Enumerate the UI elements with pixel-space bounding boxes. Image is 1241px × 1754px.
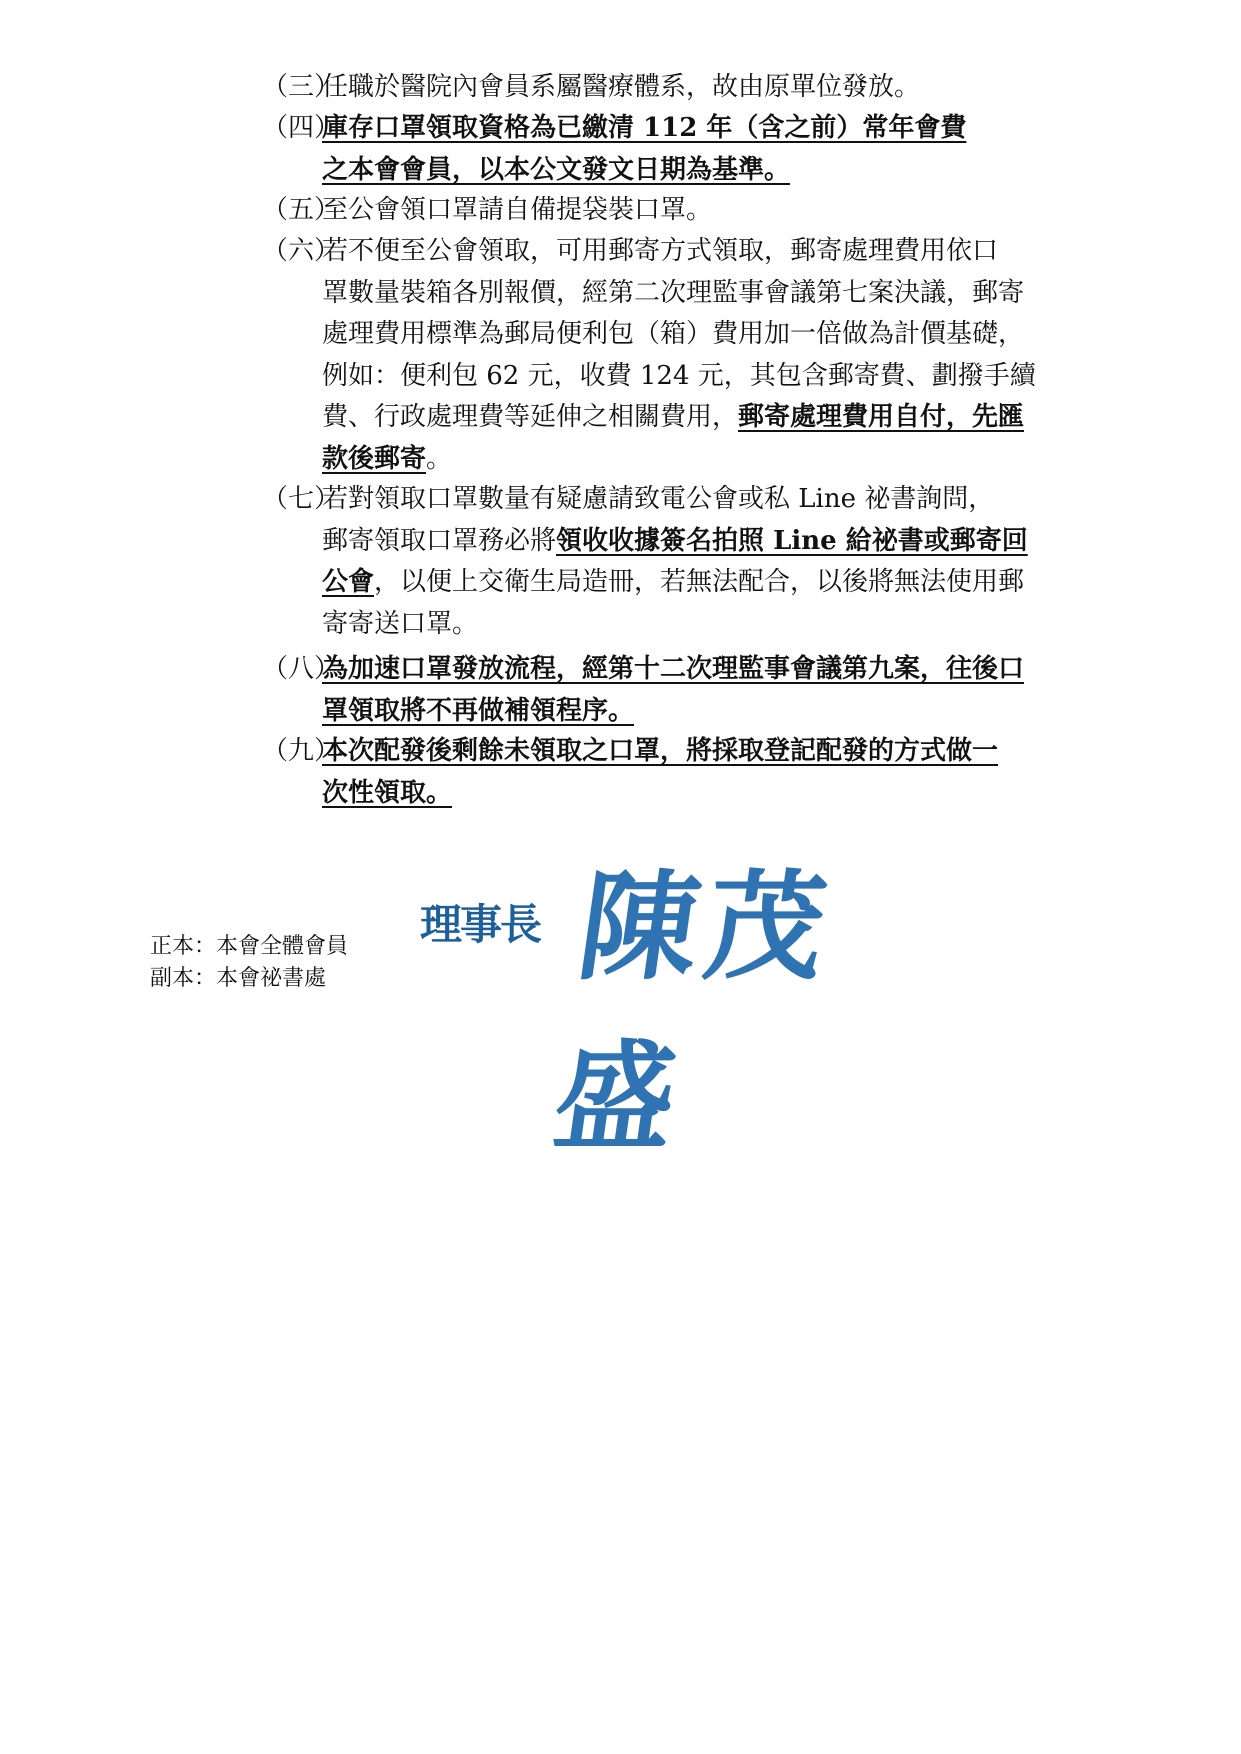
item-line — [322, 478, 994, 520]
emphasis-text: 領收收據簽名拍照 Line 給祕書或郵寄回 — [556, 525, 1028, 556]
emphasis-text: 款後郵寄 — [322, 443, 427, 474]
item-line — [322, 648, 1024, 690]
body-text: 費、行政處理費等延伸之相關費用， — [322, 402, 739, 432]
item-line — [322, 189, 712, 231]
signature-title: 理事長 — [420, 900, 541, 949]
item-line — [322, 730, 998, 772]
item-number: （五） — [262, 195, 341, 225]
item-line — [322, 438, 452, 480]
body-text: 處理費用標準為郵局便利包（箱）費用加一倍做為計價基礎， — [322, 319, 1025, 349]
item-line — [322, 772, 452, 814]
item-line — [322, 272, 1024, 314]
body-text: 若對領取口罩數量有疑慮請致電公會或私 Line 祕書詢問， — [322, 484, 995, 514]
body-text: 寄寄送口罩。 — [322, 608, 479, 639]
item-line — [322, 313, 1024, 355]
cc-primary: 正本：本會全體會員 — [150, 934, 349, 959]
item-number: （七） — [262, 484, 341, 514]
item-number: （三） — [262, 72, 341, 102]
emphasis-text: 為加速口罩發放流程，經第十二次理監事會議第九案，往後口 — [322, 654, 1025, 684]
body-text: 任職於醫院內會員系屬醫療體系，故由原單位發放。 — [322, 72, 921, 102]
item-number: （四） — [262, 113, 341, 143]
item-line — [322, 690, 634, 732]
emphasis-text: 公會 — [322, 567, 375, 597]
emphasis-text: 庫存口罩領取資格為已繳清 112 年（含之前）常年會費 — [322, 113, 967, 143]
chairman-signature — [420, 840, 940, 1166]
emphasis-text: 次性領取。 — [322, 777, 453, 808]
cc-copy: 副本：本會祕書處 — [150, 966, 327, 991]
item-line — [322, 66, 920, 108]
signature-name: 陳茂盛 — [546, 857, 843, 1166]
body-text: 至公會領口罩請自備提袋裝口罩。 — [322, 195, 713, 225]
item-line — [322, 396, 1024, 438]
body-text: 。 — [426, 443, 453, 474]
item-number: （八） — [262, 654, 341, 684]
body-text: 若不便至公會領取，可用郵寄方式領取，郵寄處理費用依口 — [322, 236, 999, 266]
body-text: 罩數量裝箱各別報價，經第二次理監事會議第七案決議，郵寄 — [322, 277, 1025, 308]
emphasis-text: 之本會會員，以本公文發文日期為基準。 — [322, 154, 791, 185]
body-text: 例如：便利包 62 元，收費 124 元，其包含郵寄費、劃撥手續 — [322, 360, 1036, 391]
item-number: （六） — [262, 236, 341, 266]
body-text: ，以便上交衛生局造冊，若無法配合，以後將無法使用郵 — [374, 567, 1025, 597]
emphasis-text: 本次配發後剩餘未領取之口罩，將採取登記配發的方式做一 — [322, 736, 999, 766]
item-line — [322, 107, 966, 149]
item-line — [322, 355, 1036, 397]
item-line — [322, 561, 1024, 603]
item-line — [322, 603, 478, 645]
item-line — [322, 149, 790, 191]
body-text: 郵寄領取口罩務必將 — [322, 525, 557, 556]
item-number: （九） — [262, 736, 341, 766]
item-line — [322, 230, 998, 272]
emphasis-text: 罩領取將不再做補領程序。 — [322, 695, 635, 726]
item-line — [322, 520, 1028, 562]
emphasis-text: 郵寄處理費用自付，先匯 — [738, 402, 1025, 432]
